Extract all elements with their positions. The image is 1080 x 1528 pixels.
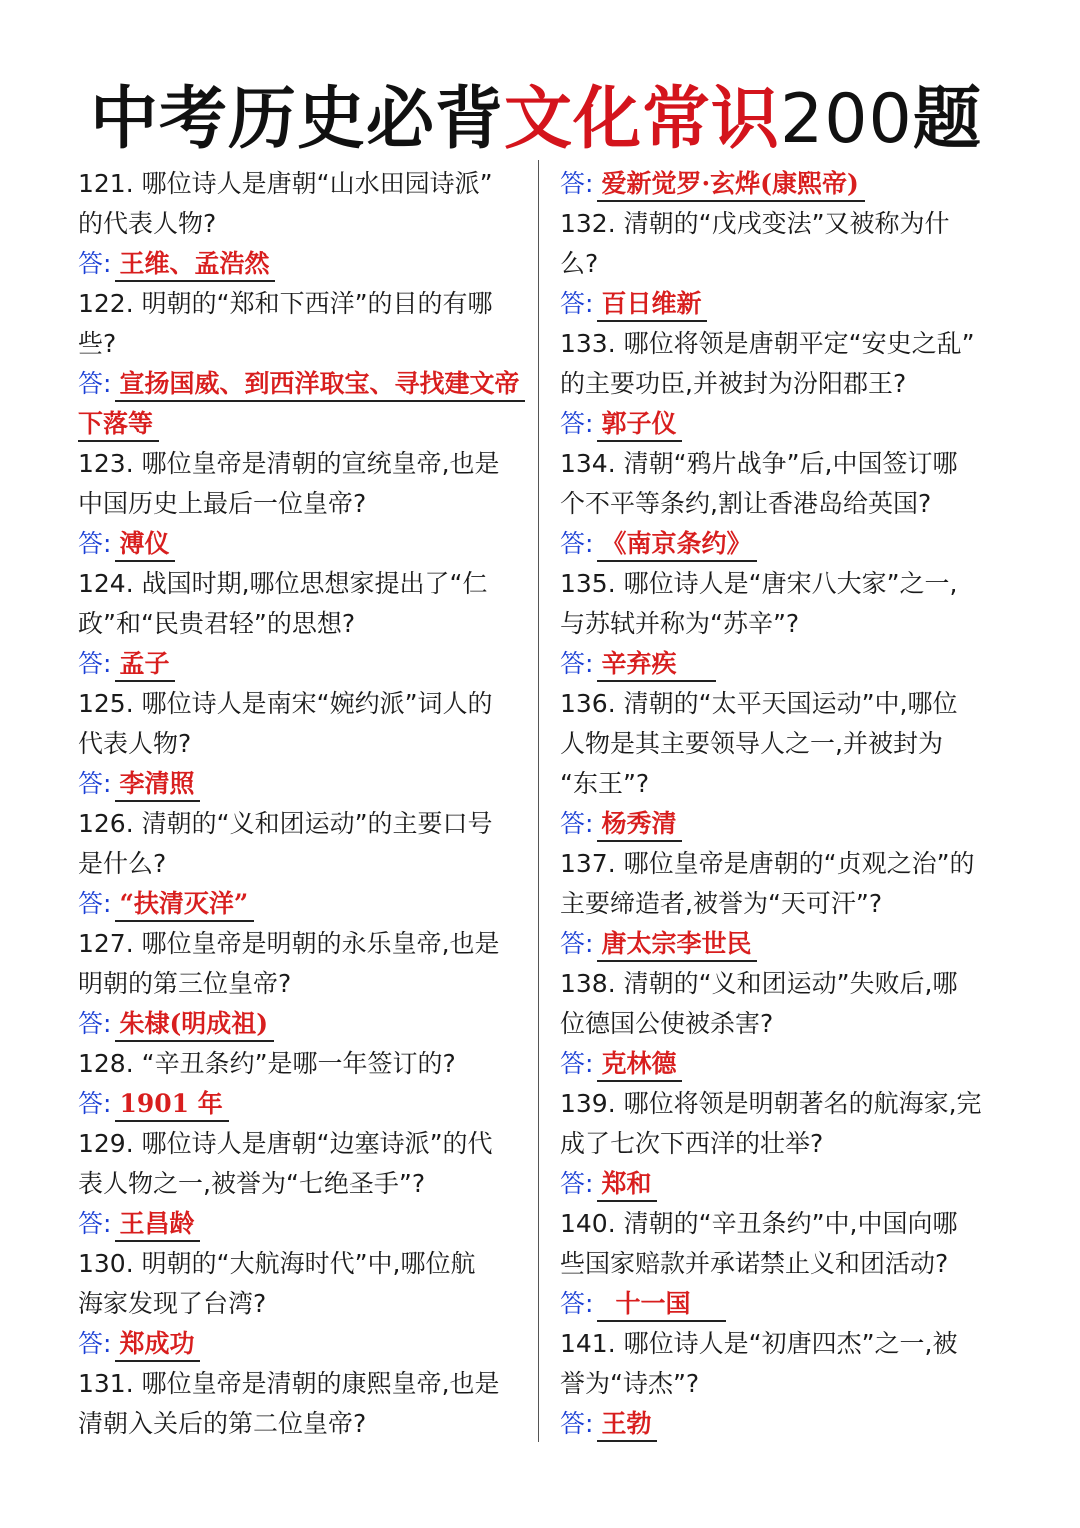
question-131-line1: 131. 哪位皇帝是清朝的康熙皇帝,也是 <box>78 1369 500 1398</box>
question-130-line2: 海家发现了台湾? <box>78 1289 267 1318</box>
question-137-line1: 137. 哪位皇帝是唐朝的“贞观之治”的 <box>560 849 975 878</box>
answer-141: 答: 王勃 <box>560 1404 1012 1444</box>
answer-136: 答: 杨秀清 <box>560 804 1012 844</box>
question-133-line2: 的主要功臣,并被封为汾阳郡王? <box>560 369 907 398</box>
question-139-line1: 139. 哪位将领是明朝著名的航海家,完 <box>560 1089 982 1118</box>
right-column <box>560 164 1012 1444</box>
question-128-line1: 128. “辛丑条约”是哪一年签订的? <box>78 1049 456 1078</box>
question-140-line2: 些国家赔款并承诺禁止义和团活动? <box>560 1249 949 1278</box>
question-131-line2: 清朝入关后的第二位皇帝? <box>78 1409 367 1438</box>
question-123-line2: 中国历史上最后一位皇帝? <box>78 489 367 518</box>
question-124-line2: 政”和“民贵君轻”的思想? <box>78 609 356 638</box>
question-136-line2: 人物是其主要领导人之一,并被封为 <box>560 729 943 758</box>
answer-138: 答: 克林德 <box>560 1044 1012 1084</box>
question-133-line1: 133. 哪位将领是唐朝平定“安史之乱” <box>560 329 975 358</box>
answer-137: 答: 唐太宗李世民 <box>560 924 1012 964</box>
question-140-line1: 140. 清朝的“辛丑条约”中,中国向哪 <box>560 1209 958 1238</box>
question-132-line1: 132. 清朝的“戊戌变法”又被称为什 <box>560 209 950 238</box>
question-127-line1: 127. 哪位皇帝是明朝的永乐皇帝,也是 <box>78 929 500 958</box>
question-125-line2: 代表人物? <box>78 729 192 758</box>
answer-139: 答: 郑和 <box>560 1164 1012 1204</box>
question-134-line2: 个不平等条约,割让香港岛给英国? <box>560 489 932 518</box>
answer-128: 答: 1901 年 <box>78 1084 530 1124</box>
question-122-line2: 些? <box>78 329 117 358</box>
answer-122: 答: 宣扬国威、到西洋取宝、寻找建文帝 <box>78 364 530 404</box>
answer-129: 答: 王昌龄 <box>78 1204 530 1244</box>
question-134-line1: 134. 清朝“鸦片战争”后,中国签订哪 <box>560 449 958 478</box>
answer-123: 答: 溥仪 <box>78 524 530 564</box>
question-135-line1: 135. 哪位诗人是“唐宋八大家”之一, <box>560 569 958 598</box>
question-127-line2: 明朝的第三位皇帝? <box>78 969 292 998</box>
question-135-line2: 与苏轼并称为“苏辛”? <box>560 609 800 638</box>
answer-131: 答: 爱新觉罗·玄烨(康熙帝) <box>560 164 1012 204</box>
answer-125: 答: 李清照 <box>78 764 530 804</box>
question-126-line2: 是什么? <box>78 849 167 878</box>
question-138-line1: 138. 清朝的“义和团运动”失败后,哪 <box>560 969 958 998</box>
question-130-line1: 130. 明朝的“大航海时代”中,哪位航 <box>78 1249 476 1278</box>
question-122-line1: 122. 明朝的“郑和下西洋”的目的有哪 <box>78 289 493 318</box>
answer-126: 答: “扶清灭洋” <box>78 884 530 924</box>
answer-132: 答: 百日维新 <box>560 284 1012 324</box>
question-141-line1: 141. 哪位诗人是“初唐四杰”之一,被 <box>560 1329 958 1358</box>
answer-133: 答: 郭子仪 <box>560 404 1012 444</box>
answer-140: 答: 十一国 <box>560 1284 1012 1324</box>
question-121-line1: 121. 哪位诗人是唐朝“山水田园诗派” <box>78 169 493 198</box>
question-136-line1: 136. 清朝的“太平天国运动”中,哪位 <box>560 689 958 718</box>
question-126-line1: 126. 清朝的“义和团运动”的主要口号 <box>78 809 493 838</box>
answer-134: 答: 《南京条约》 <box>560 524 1012 564</box>
question-125-line1: 125. 哪位诗人是南宋“婉约派”词人的 <box>78 689 493 718</box>
page-title: 中考历史必背文化常识200题 <box>90 80 982 159</box>
question-121-line2: 的代表人物? <box>78 209 217 238</box>
question-132-line2: 么? <box>560 249 599 278</box>
answer-127: 答: 朱棣(明成祖) <box>78 1004 530 1044</box>
question-136-line3: “东王”? <box>560 769 650 798</box>
question-137-line2: 主要缔造者,被誉为“天可汗”? <box>560 889 883 918</box>
answer-122-line2: 下落等 <box>78 404 530 444</box>
question-141-line2: 誉为“诗杰”? <box>560 1369 700 1398</box>
column-divider <box>538 160 539 1442</box>
left-column <box>78 164 530 1444</box>
answer-135: 答: 辛弃疾 <box>560 644 1012 684</box>
answer-124: 答: 孟子 <box>78 644 530 684</box>
question-123-line1: 123. 哪位皇帝是清朝的宣统皇帝,也是 <box>78 449 500 478</box>
question-138-line2: 位德国公使被杀害? <box>560 1009 774 1038</box>
answer-130: 答: 郑成功 <box>78 1324 530 1364</box>
answer-121: 答: 王维、孟浩然 <box>78 244 530 284</box>
question-129-line2: 表人物之一,被誉为“七绝圣手”? <box>78 1169 426 1198</box>
question-124-line1: 124. 战国时期,哪位思想家提出了“仁 <box>78 569 488 598</box>
question-139-line2: 成了七次下西洋的壮举? <box>560 1129 824 1158</box>
question-129-line1: 129. 哪位诗人是唐朝“边塞诗派”的代 <box>78 1129 493 1158</box>
